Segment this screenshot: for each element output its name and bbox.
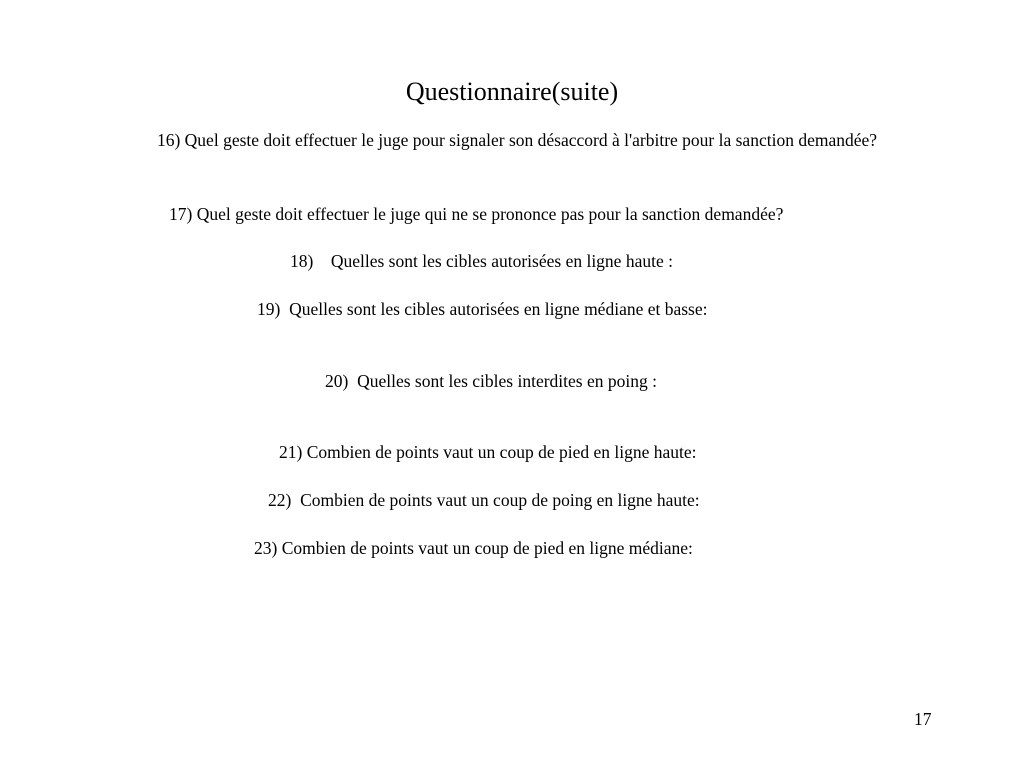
page-number: 17 [914,709,932,729]
question-22: 22) Combien de points vaut un coup de poing en ligne haute: [268,490,700,510]
question-20: 20) Quelles sont les cibles interdites en poing : [325,371,657,391]
question-18: 18) Quelles sont les cibles autorisées en ligne haute : [290,251,673,271]
question-16: 16) Quel geste doit effectuer le juge pour signaler son désaccord à l'arbitre pour la sanction demandée? [156,130,878,150]
question-17: 17) Quel geste doit effectuer le juge qui ne se prononce pas pour la sanction demandée? [169,204,784,224]
slide-title: Questionnaire(suite) [405,77,619,106]
question-23: 23) Combien de points vaut un coup de pied en ligne médiane: [254,538,693,558]
question-21: 21) Combien de points vaut un coup de pied en ligne haute: [279,442,697,462]
question-19: 19) Quelles sont les cibles autorisées en ligne médiane et basse: [257,299,708,319]
